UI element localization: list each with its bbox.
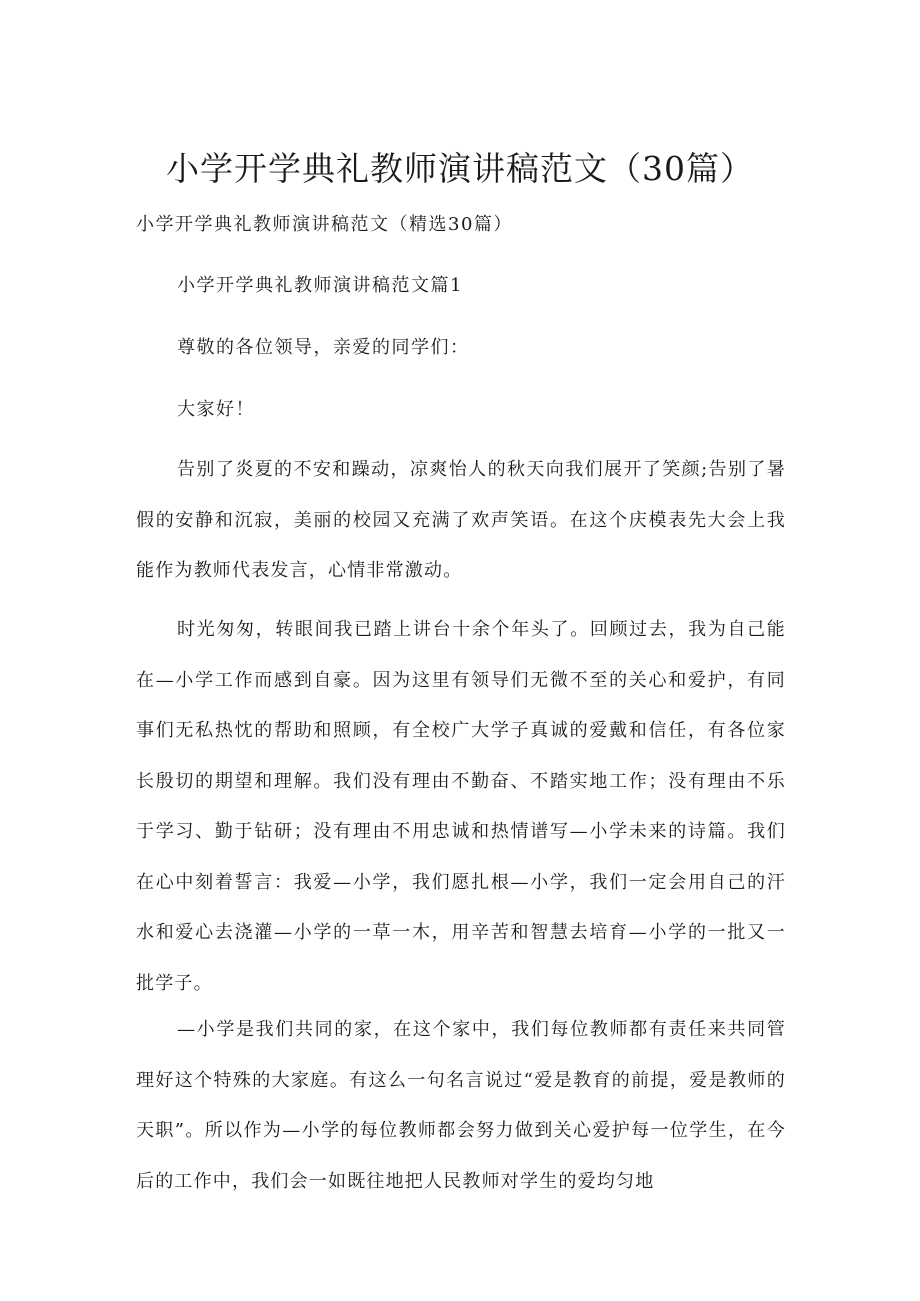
document-title: 小学开学典礼教师演讲稿范文（30篇） [166,149,754,188]
document-subtitle: 小学开学典礼教师演讲稿范文（精选30篇） [136,214,513,235]
body-paragraph: 告别了炎夏的不安和躁动，凉爽怡人的秋天向我们展开了笑颜;告别了暑假的安静和沉寂，美丽的校园又充满了欢声笑语。在这个庆模表先大会上我能作为教师代表发言，心情非常激动。 [136,459,786,581]
body-paragraph: —小学是我们共同的家，在这个家中，我们每位教师都有责任来共同管理好这个特殊的大家庭。有这么一句名言说过“爱是教育的前提，爱是教师的天职”。所以作为—小学的每位教师都会努力做到关心爱护每一位学生，在今后的工作中，我们会一如既往地把人民教师对学生的爱均匀地 [136,1019,786,1192]
greeting: 大家好！ [177,399,255,420]
salutation: 尊敬的各位领导，亲爱的同学们： [177,337,470,358]
section-heading: 小学开学典礼教师演讲稿范文篇1 [177,275,463,296]
body-paragraph: 时光匆匆，转眼间我已踏上讲台十余个年头了。回顾过去，我为自己能在—小学工作而感到自豪。因为这里有领导们无微不至的关心和爱护，有同事们无私热忱的帮助和照顾，有全校广大学子真诚的爱戴和信任，有各位家长殷切的期望和理解。我们没有理由不勤奋、不踏实地工作；没有理由不乐于学习、勤于钻研；没有理由不用忠诚和热情谱写—小学未来的诗篇。我们在心中刻着誓言：我爱—小学，我们愿扎根—小学，我们一定会用自己的汗水和爱心去浇灌—小学的一草一木，用辛苦和智慧去培育—小学的一批又一批学子。 [136,619,786,994]
